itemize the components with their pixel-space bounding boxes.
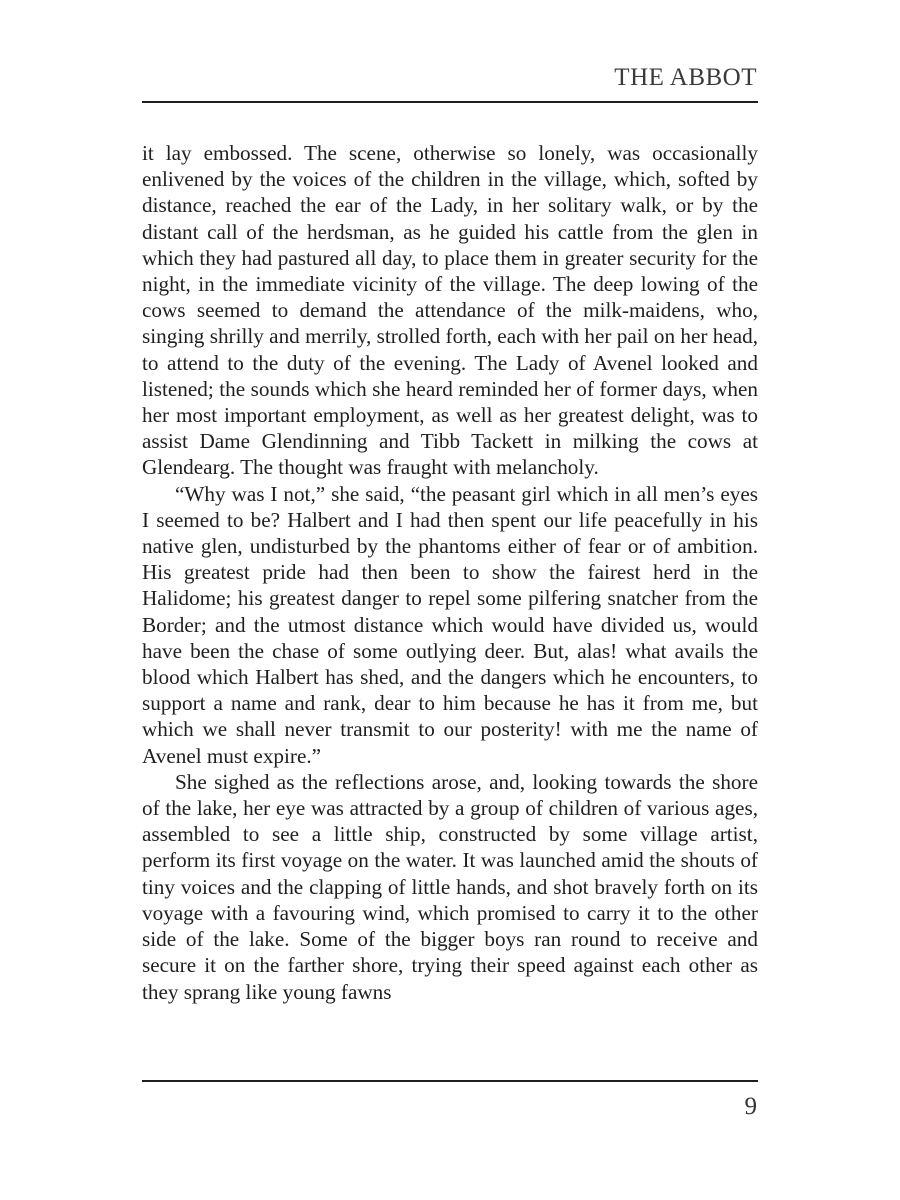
paragraph: “Why was I not,” she said, “the peasant girl which in all men’s eyes I seemed to be? Halbert and I had then spent our life peacefully in his native glen, undisturbed by the phantoms either of fear or of ambition. His greatest pride had then been to show the fairest herd in the Halidome; his greatest danger to repel some pilfering snatcher from the Border; and the utmost distance which would have divided us, would have been the chase of some outlying deer. But, alas! what avails the blood which Halbert has shed, and the dangers which he encounters, to support a name and rank, dear to him because he has it from me, but which we shall never transmit to our posterity! with me the name of Avenel must expire.” <box>142 481 758 768</box>
running-head: THE ABBOT <box>614 64 757 91</box>
header-rule <box>142 101 758 103</box>
footer-rule <box>142 1080 758 1082</box>
page-number: 9 <box>744 1093 757 1120</box>
paragraph: She sighed as the reflections arose, and, looking towards the shore of the lake, her eye was attracted by a group of children of various ages, assembled to see a little ship, constructed by some village artist, perform its first voyage on the water. It was launched amid the shouts of tiny voices and the clapping of little hands, and shot bravely forth on its voyage with a favouring wind, which promised to carry it to the other side of the lake. Some of the bigger boys ran round to receive and secure it on the farther shore, trying their speed against each other as they sprang like young fawns <box>142 769 758 1004</box>
paragraph: it lay embossed. The scene, otherwise so lonely, was occasionally enlivened by the voices of the children in the village, which, softed by distance, reached the ear of the Lady, in her solitary walk, or by the distant call of the herdsman, as he guided his cattle from the glen in which they had pastured all day, to place them in greater security for the night, in the immediate vicinity of the village. The deep lowing of the cows seemed to demand the attendance of the milk-maidens, who, singing shrilly and merrily, strolled forth, each with her pail on her head, to attend to the duty of the evening. The Lady of Avenel looked and listened; the sounds which she heard reminded her of former days, when her most important employment, as well as her greatest delight, was to assist Dame Glendinning and Tibb Tackett in milking the cows at Glendearg. The thought was fraught with melancholy. <box>142 141 758 480</box>
body-text <box>142 140 758 1005</box>
